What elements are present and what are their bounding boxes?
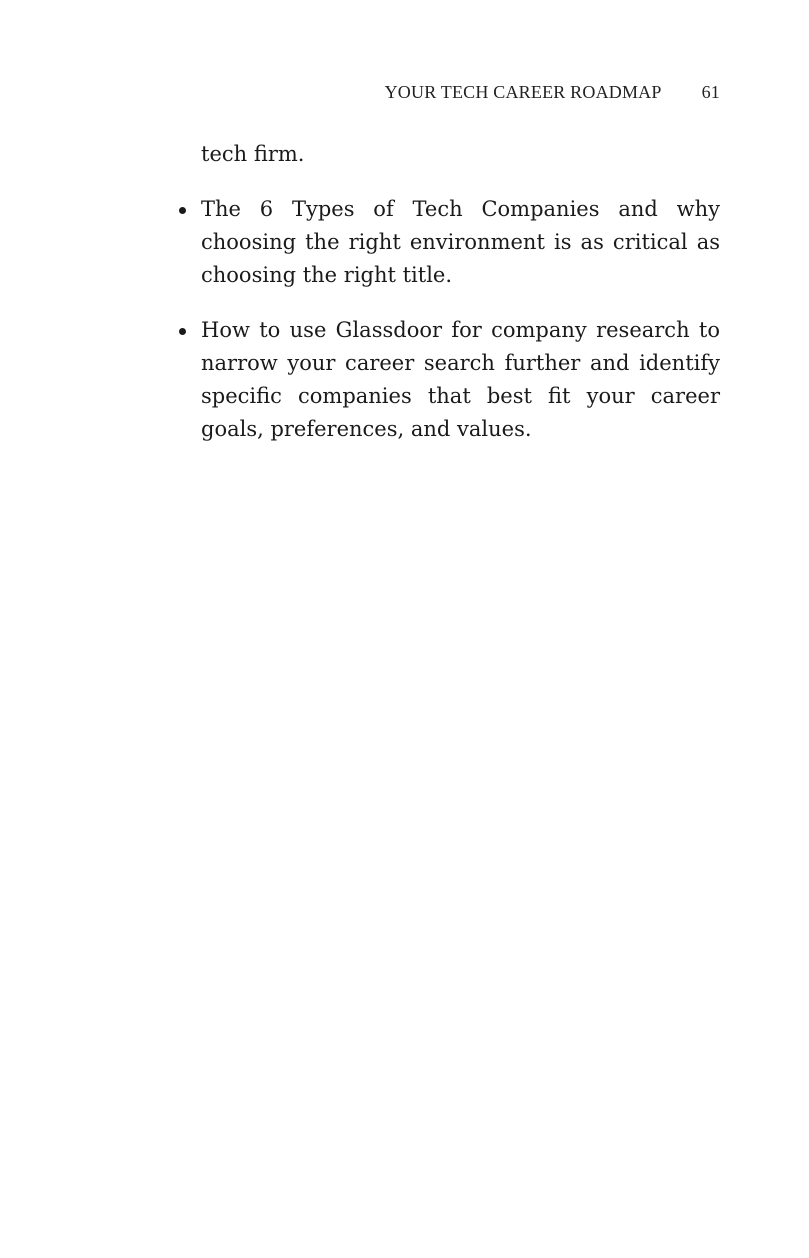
bullet-icon (179, 207, 186, 214)
continuation-paragraph: tech firm. (201, 142, 305, 166)
running-header (385, 82, 720, 103)
bullet-text: How to use Glassdoor for company research to narrow your career search further and identify specific companies that best fit your career goals, preferences, and values. (201, 318, 720, 441)
page-number: 61 (701, 82, 720, 102)
running-header-title: YOUR TECH CAREER ROADMAP (384, 82, 662, 102)
bullet-list-item (201, 193, 720, 292)
bullet-list-item (201, 314, 720, 446)
bullet-text: The 6 Types of Tech Companies and why choosing the right environment is as critical as choosing the right title. (201, 197, 720, 287)
page-body (201, 138, 720, 468)
bullet-icon (179, 328, 186, 335)
bullet-list (201, 193, 720, 446)
